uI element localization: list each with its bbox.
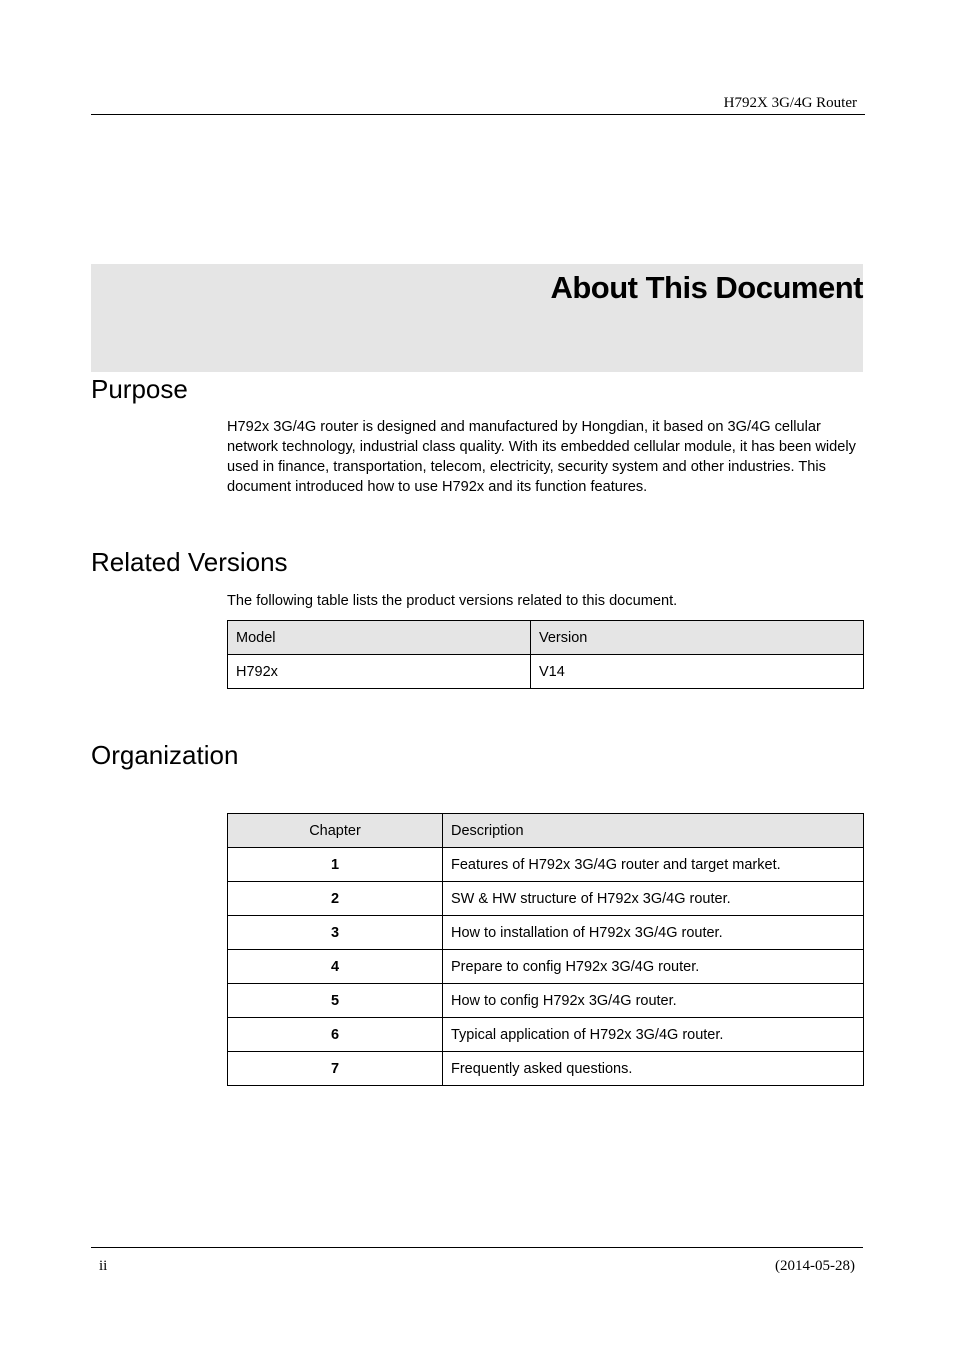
description-cell: Features of H792x 3G/4G router and target market. bbox=[443, 848, 864, 882]
title-band bbox=[91, 264, 863, 372]
chapter-cell: 1 bbox=[228, 848, 443, 882]
column-header-version: Version bbox=[531, 621, 864, 655]
table-header-row bbox=[228, 621, 864, 655]
related-versions-intro: The following table lists the product versions related to this document. bbox=[227, 593, 678, 609]
description-cell: Typical application of H792x 3G/4G router. bbox=[443, 1018, 864, 1052]
description-cell: Frequently asked questions. bbox=[443, 1052, 864, 1086]
table-row bbox=[228, 848, 864, 882]
chapter-cell: 2 bbox=[228, 882, 443, 916]
column-header-chapter: Chapter bbox=[228, 814, 443, 848]
footer-rule bbox=[91, 1247, 863, 1248]
description-cell: How to config H792x 3G/4G router. bbox=[443, 984, 864, 1018]
chapter-cell: 7 bbox=[228, 1052, 443, 1086]
organization-heading: Organization bbox=[91, 740, 239, 770]
header-rule bbox=[91, 114, 865, 115]
table-row bbox=[228, 984, 864, 1018]
organization-table bbox=[227, 813, 864, 1086]
purpose-text: H792x 3G/4G router is designed and manufactured by Hongdian, it based on 3G/4G cellular network technology, industrial class quality. With its embedded cellular module, it has been widely used in finance, transportation, telecom, electricity, security system and other industries. This document introduced how to use H792x and its function features. bbox=[227, 419, 856, 495]
footer-date: (2014-05-28) bbox=[775, 1258, 855, 1274]
chapter-cell: 6 bbox=[228, 1018, 443, 1052]
table-row bbox=[228, 1052, 864, 1086]
version-cell: V14 bbox=[531, 655, 864, 689]
table-row bbox=[228, 882, 864, 916]
description-cell: SW & HW structure of H792x 3G/4G router. bbox=[443, 882, 864, 916]
column-header-description: Description bbox=[443, 814, 864, 848]
model-cell: H792x bbox=[228, 655, 531, 689]
table-header-row bbox=[228, 814, 864, 848]
column-header-model: Model bbox=[228, 621, 531, 655]
description-cell: How to installation of H792x 3G/4G router. bbox=[443, 916, 864, 950]
purpose-heading: Purpose bbox=[91, 374, 188, 404]
table-row bbox=[228, 916, 864, 950]
running-header: H792X 3G/4G Router bbox=[723, 95, 857, 111]
chapter-cell: 5 bbox=[228, 984, 443, 1018]
description-cell: Prepare to config H792x 3G/4G router. bbox=[443, 950, 864, 984]
table-row bbox=[228, 1018, 864, 1052]
chapter-cell: 4 bbox=[228, 950, 443, 984]
page-title: About This Document bbox=[550, 270, 863, 305]
chapter-cell: 3 bbox=[228, 916, 443, 950]
table-row bbox=[228, 655, 864, 689]
table-row bbox=[228, 950, 864, 984]
related-versions-heading: Related Versions bbox=[91, 547, 288, 577]
page-number: ii bbox=[99, 1258, 108, 1274]
versions-table bbox=[227, 620, 864, 689]
